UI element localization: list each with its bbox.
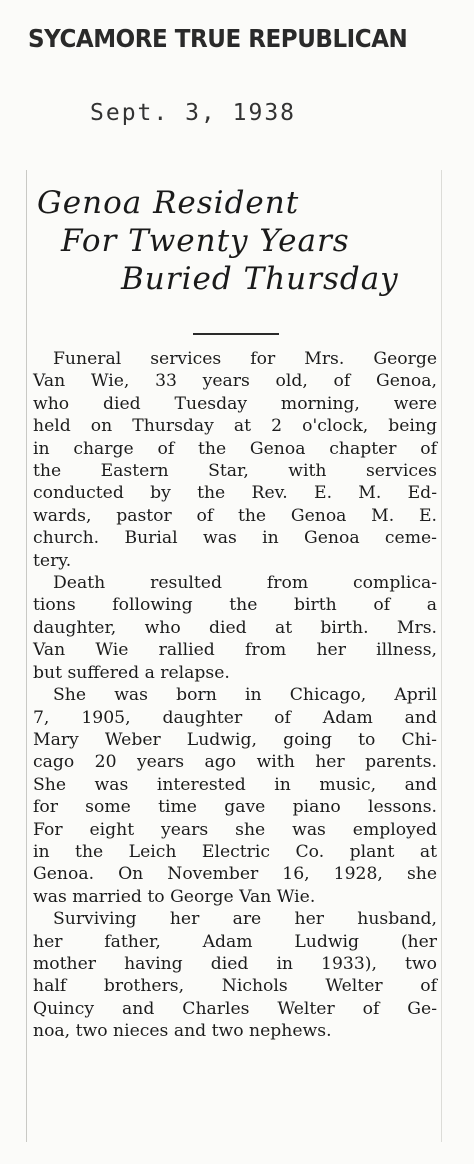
text-line: who died Tuesday morning, were <box>33 393 437 414</box>
text-line: tery. <box>33 550 72 571</box>
headline-line-1: Genoa Resident <box>37 185 300 221</box>
text-line: church. Burial was in Genoa ceme- <box>33 528 437 549</box>
masthead-stamp: SYCAMORE TRUE REPUBLICAN <box>28 24 408 53</box>
text-line: Van Wie, 33 years old, of Genoa, <box>33 371 437 392</box>
text-line: Quincy and Charles Welter of Ge- <box>33 998 437 1019</box>
text-line: the Eastern Star, with services <box>33 461 437 482</box>
article-body <box>33 348 437 1043</box>
text-line: mother having died in 1933), two <box>33 953 437 974</box>
typed-date: Sept. 3, 1938 <box>90 100 297 126</box>
paragraph-death <box>33 572 437 684</box>
text-line: her father, Adam Ludwig (her <box>33 931 437 952</box>
text-line: in the Leich Electric Co. plant at <box>33 841 437 862</box>
text-line: She was interested in music, and <box>33 774 437 795</box>
paragraph-biography <box>33 684 437 908</box>
headline-divider <box>193 333 279 335</box>
article-headline <box>37 184 437 298</box>
text-line: Genoa. On November 16, 1928, she <box>33 864 437 885</box>
text-line: 7, 1905, daughter of Adam and <box>33 707 437 728</box>
text-line: Funeral services for Mrs. George <box>53 349 437 369</box>
text-line: was married to George Van Wie. <box>33 886 316 907</box>
paragraph-survivors <box>33 908 437 1042</box>
text-line: tions following the birth of a <box>33 595 437 616</box>
text-line: She was born in Chicago, April <box>53 685 437 706</box>
text-line: daughter, who died at birth. Mrs. <box>33 617 437 638</box>
text-line: noa, two nieces and two nephews. <box>33 1021 332 1042</box>
text-line: held on Thursday at 2 o'clock, being <box>33 416 437 437</box>
headline-line-2: For Twenty Years <box>61 223 350 259</box>
text-line: Mary Weber Ludwig, going to Chi- <box>33 729 437 750</box>
text-line: but suffered a relapse. <box>33 662 230 683</box>
text-line: in charge of the Genoa chapter of <box>33 438 437 459</box>
text-line: for some time gave piano lessons. <box>33 797 437 818</box>
text-line: Surviving her are her husband, <box>53 909 437 930</box>
headline-line-3: Buried Thursday <box>121 261 399 297</box>
text-line: Death resulted from complica- <box>53 573 437 594</box>
article-clipping <box>26 170 442 1142</box>
paragraph-funeral <box>33 348 437 572</box>
text-line: cago 20 years ago with her parents. <box>33 752 437 773</box>
text-line: wards, pastor of the Genoa M. E. <box>33 505 437 526</box>
text-line: conducted by the Rev. E. M. Ed- <box>33 483 437 504</box>
text-line: Van Wie rallied from her illness, <box>33 640 437 661</box>
text-line: half brothers, Nichols Welter of <box>33 976 437 997</box>
text-line: For eight years she was employed <box>33 819 437 840</box>
